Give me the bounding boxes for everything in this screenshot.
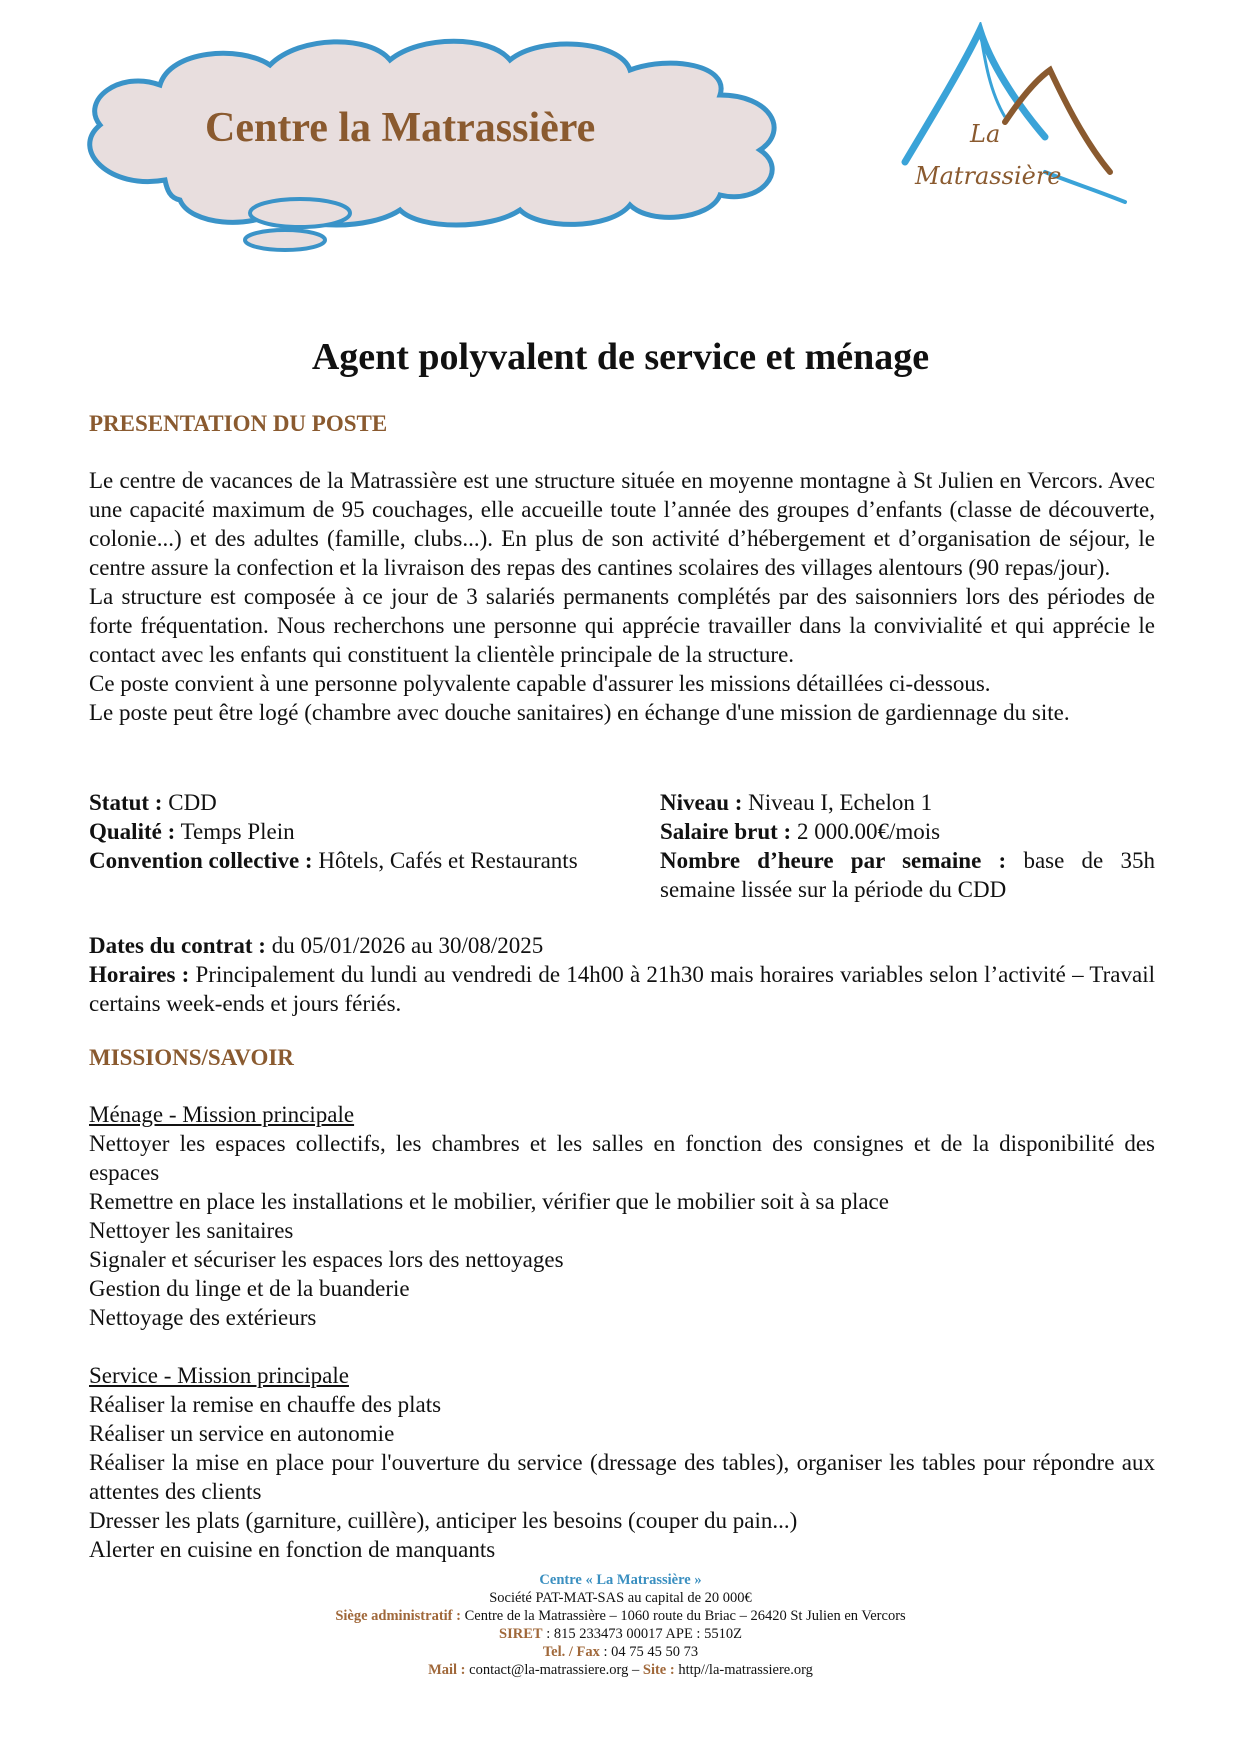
logo-text-la: La bbox=[970, 120, 1001, 148]
section-heading-missions: MISSIONS/SAVOIR bbox=[89, 1045, 294, 1070]
footer-site-value: http//la-matrassiere.org bbox=[674, 1662, 813, 1678]
list-item: Réaliser un service en autonomie bbox=[89, 1421, 395, 1446]
details-left-column bbox=[89, 788, 586, 875]
footer-siege-label: Siège administratif : bbox=[335, 1608, 461, 1624]
presentation-paragraph: Le centre de vacances de la Matrassière est une structure située en moyenne montagne à St Julien en Vercors. Avec une capacité maximum de 95 couchages, elle accueille toute l’année des groupes d’enfants (classe de découverte, colonie...) et des adultes (famille, clubs...). En plus de son activité d’hébergement et d’organisation de séjour, le centre assure la confection et la livraison des repas des cantines scolaires des villages alentours (90 repas/jour). bbox=[89, 468, 1155, 580]
footer-tel-label: Tel. / Fax bbox=[542, 1644, 600, 1660]
list-item: Remettre en place les installations et le mobilier, vérifier que le mobilier soit à sa place bbox=[89, 1189, 889, 1214]
header-cloud-title: Centre la Matrassière bbox=[205, 105, 596, 151]
presentation-paragraph: Ce poste convient à une personne polyvalente capable d'assurer les missions détaillées ci-dessous. bbox=[89, 671, 991, 696]
footer-site-label: Site : bbox=[642, 1662, 675, 1678]
presentation-paragraph: La structure est composée à ce jour de 3 salariés permanents complétés par des saisonniers lors des périodes de forte fréquentation. Nous recherchons une personne qui apprécie travailler dans la convivialité et qui apprécie le contact avec les enfants qui constituent la clientèle principale de la structure. bbox=[89, 584, 1155, 667]
menage-heading: Ménage - Mission principale bbox=[89, 1102, 355, 1127]
list-item: Nettoyer les sanitaires bbox=[89, 1218, 294, 1243]
section-heading-presentation: PRESENTATION DU POSTE bbox=[89, 411, 388, 436]
service-list bbox=[89, 1361, 1155, 1564]
details-right-column bbox=[660, 788, 1155, 904]
horaires-value: Principalement du lundi au vendredi de 14h00 à 21h30 mais horaires variables selon l’activité – Travail certains week-ends et jours fériés. bbox=[89, 962, 1155, 1016]
footer-siret-label: SIRET bbox=[499, 1626, 543, 1642]
convention-value: Hôtels, Cafés et Restaurants bbox=[312, 848, 578, 873]
qualite-label: Qualité : bbox=[89, 819, 176, 844]
page-title: Agent polyvalent de service et ménage bbox=[311, 336, 930, 378]
qualite-value: Temps Plein bbox=[175, 819, 295, 844]
salaire-value: 2 000.00€/mois bbox=[791, 819, 941, 844]
heures-value: base de 35h semaine lissée sur la période du CDD bbox=[660, 848, 1156, 902]
presentation-body bbox=[89, 466, 1155, 727]
list-item: Dresser les plats (garniture, cuillère), anticiper les besoins (couper du pain...) bbox=[89, 1508, 798, 1533]
horaires-label: Horaires : bbox=[89, 962, 190, 987]
list-item: Signaler et sécuriser les espaces lors des nettoyages bbox=[89, 1247, 564, 1272]
list-item: Gestion du linge et de la buanderie bbox=[89, 1276, 410, 1301]
statut-label: Statut : bbox=[89, 790, 163, 815]
footer bbox=[0, 1571, 1241, 1679]
footer-siege-value: Centre de la Matrassière – 1060 route du Briac – 26420 St Julien en Vercors bbox=[460, 1608, 906, 1624]
presentation-paragraph: Le poste peut être logé (chambre avec douche sanitaires) en échange d'une mission de gardiennage du site. bbox=[89, 700, 1070, 725]
logo-text-name: Matrassière bbox=[915, 162, 1062, 190]
list-item: Réaliser la mise en place pour l'ouverture du service (dressage des tables), organiser les tables pour répondre aux attentes des clients bbox=[89, 1450, 1155, 1504]
service-heading: Service - Mission principale bbox=[89, 1363, 349, 1388]
heures-label: Nombre d’heure par semaine : bbox=[660, 848, 1007, 873]
footer-mail-value: contact@la-matrassiere.org – bbox=[465, 1662, 643, 1678]
footer-societe: Société PAT-MAT-SAS au capital de 20 000€ bbox=[489, 1590, 752, 1606]
footer-centre: Centre « La Matrassière » bbox=[539, 1572, 702, 1588]
salaire-label: Salaire brut : bbox=[660, 819, 792, 844]
contract-details bbox=[89, 931, 1155, 1018]
dates-value: du 05/01/2026 au 30/08/2025 bbox=[265, 933, 544, 958]
footer-siret-value: : 815 233473 00017 APE : 5510Z bbox=[542, 1626, 742, 1642]
list-item: Nettoyage des extérieurs bbox=[89, 1305, 317, 1330]
niveau-label: Niveau : bbox=[660, 790, 743, 815]
footer-tel-value: : 04 75 45 50 73 bbox=[599, 1644, 699, 1660]
menage-list bbox=[89, 1100, 1155, 1332]
niveau-value: Niveau I, Echelon 1 bbox=[742, 790, 933, 815]
list-item: Alerter en cuisine en fonction de manquants bbox=[89, 1537, 496, 1562]
list-item: Réaliser la remise en chauffe des plats bbox=[89, 1392, 442, 1417]
footer-mail-label: Mail : bbox=[428, 1662, 466, 1678]
list-item: Nettoyer les espaces collectifs, les chambres et les salles en fonction des consignes et de la disponibilité des espaces bbox=[89, 1131, 1155, 1185]
statut-value: CDD bbox=[162, 790, 217, 815]
matrassiere-logo bbox=[895, 22, 1135, 212]
dates-label: Dates du contrat : bbox=[89, 933, 266, 958]
convention-label: Convention collective : bbox=[89, 848, 313, 873]
